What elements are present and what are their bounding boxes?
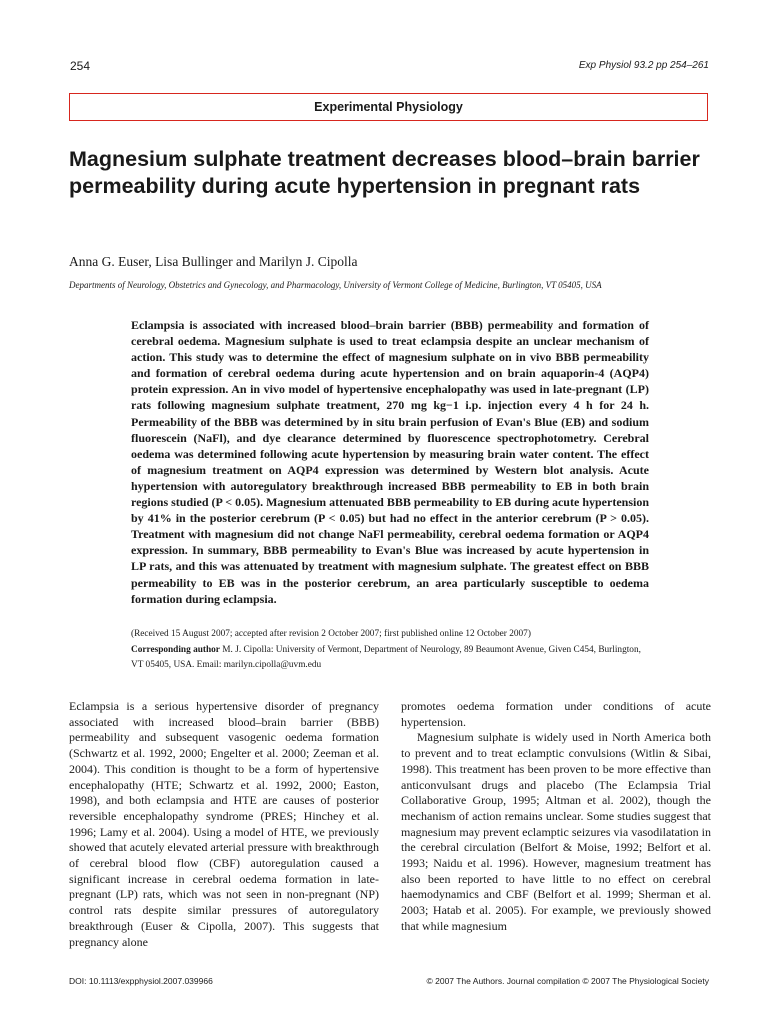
journal-name: Experimental Physiology: [314, 100, 463, 114]
page-number: 254: [70, 59, 91, 73]
article-history: [131, 627, 649, 674]
author-list: Anna G. Euser, Lisa Bullinger and Marilyn J. Cipolla: [69, 254, 358, 269]
footer-copyright: © 2007 The Authors. Journal compilation © 2007 The Physiological Society: [426, 976, 709, 986]
journal-name-banner: [69, 93, 708, 121]
corresponding-author-label: Corresponding author: [131, 644, 220, 655]
body-paragraph: promotes oedema formation under conditions of acute hypertension.: [401, 699, 711, 729]
received-dates: (Received 15 August 2007; accepted after revision 2 October 2007; first published online 12 October 2007): [131, 629, 531, 639]
body-paragraph: Eclampsia is a serious hypertensive disorder of pregnancy associated with increased blood–brain barrier (BBB) permeability and subsequent vasogenic oedema formation (Schwartz et al. 1992, 2000; Engelter et al. 2000; Zeeman et al. 2004). This condition is thought to be a form of hypertensive encephalopathy (HTE; Schwartz et al. 1992, 2000; Easton, 1998), and both eclampsia and HTE are causes of posterior reversible encephalopathy syndrome (PRES; Hinchey et al. 1996; Lamy et al. 2004). Using a model of HTE, we previously showed that acutely elevated arterial pressure with breakthrough of cerebral blood flow (CBF) autoregulation caused a significant increase in cerebral oedema formation in late-pregnant (LP) rats, which was not seen in non-pregnant (NP) control rats despite similar pressures of autoregulatory breakthrough (Euser & Cipolla, 2007). This suggests that pregnancy alone: [69, 699, 379, 949]
journal-reference: Exp Physiol 93.2 pp 254–261: [578, 60, 709, 71]
article-title: Magnesium sulphate treatment decreases blood–brain barrier permeability during acute hypertension in pregnant rats: [69, 147, 700, 198]
footer-doi: DOI: 10.1113/expphysiol.2007.039966: [69, 976, 213, 986]
corresponding-author-details: M. J. Cipolla: University of Vermont, Department of Neurology, 89 Beaumont Avenue, Given C454, Burlington, VT 05405, USA. Email: marilyn.cipolla@uvm.edu: [131, 644, 641, 671]
affiliation: Departments of Neurology, Obstetrics and Gynecology, and Pharmacology, University of Vermont College of Medicine, Burlington, VT 05405, USA: [69, 280, 602, 290]
abstract: Eclampsia is associated with increased blood–brain barrier (BBB) permeability and formation of cerebral oedema. Magnesium sulphate is used to treat eclampsia despite an unclear mechanism of action. This study was to determine the effect of magnesium sulphate on in vivo BBB permeability and formation of cerebral oedema during acute hypertension and on brain aquaporin-4 (AQP4) protein expression. An in vivo model of hypertensive encephalopathy was used in late-pregnant (LP) rats following magnesium sulphate treatment, 270 mg kg−1 i.p. injection every 4 h for 24 h. Permeability of the BBB was determined by in situ brain perfusion of Evan's Blue (EB) and sodium fluorescein (NaFl), and dye clearance determined by fluorescence spectrophotometry. Cerebral oedema was determined following acute hypertension by measuring brain water content. The effect of magnesium treatment on AQP4 expression was determined by Western blot analysis. Acute hypertension with autoregulatory breakthrough increased BBB permeability to EB in both brain regions studied (P < 0.05). Magnesium attenuated BBB permeability to EB during acute hypertension by 41% in the posterior cerebrum (P < 0.05) but had no effect in the anterior cerebrum (P > 0.05). Treatment with magnesium did not change NaFl permeability, cerebral oedema formation or AQP4 expression. In summary, BBB permeability to Evan's Blue was increased by acute hypertension in LP rats, and this was attenuated by treatment with magnesium sulphate. The greatest effect on BBB permeability to EB was in the posterior cerebrum, an area particularly susceptible to oedema formation during eclampsia.: [131, 318, 649, 606]
body-left-column: [69, 699, 379, 950]
body-right-column: [401, 699, 711, 935]
corresponding-author: [131, 643, 649, 674]
body-paragraph: Magnesium sulphate is widely used in North America both to prevent and to treat eclamptic convulsions (Witlin & Sibai, 1998). This treatment has been proven to be more effective than anticonvulsant drugs and placebo (The Eclampsia Trial Collaborative Group, 1995; Altman et al. 2002), though the mechanism of action remains unclear. Some studies suggest that magnesium may prevent eclamptic seizures via vasodilatation in the cerebral circulation (Belfort & Moise, 1992; Belfort et al. 1993; Naidu et al. 1996). However, magnesium treatment has also been reported to have little to no effect on cerebral haemodynamics and CBF (Belfort et al. 1999; Sherman et al. 2003; Hatab et al. 2005). For example, we previously showed that while magnesium: [401, 730, 711, 933]
